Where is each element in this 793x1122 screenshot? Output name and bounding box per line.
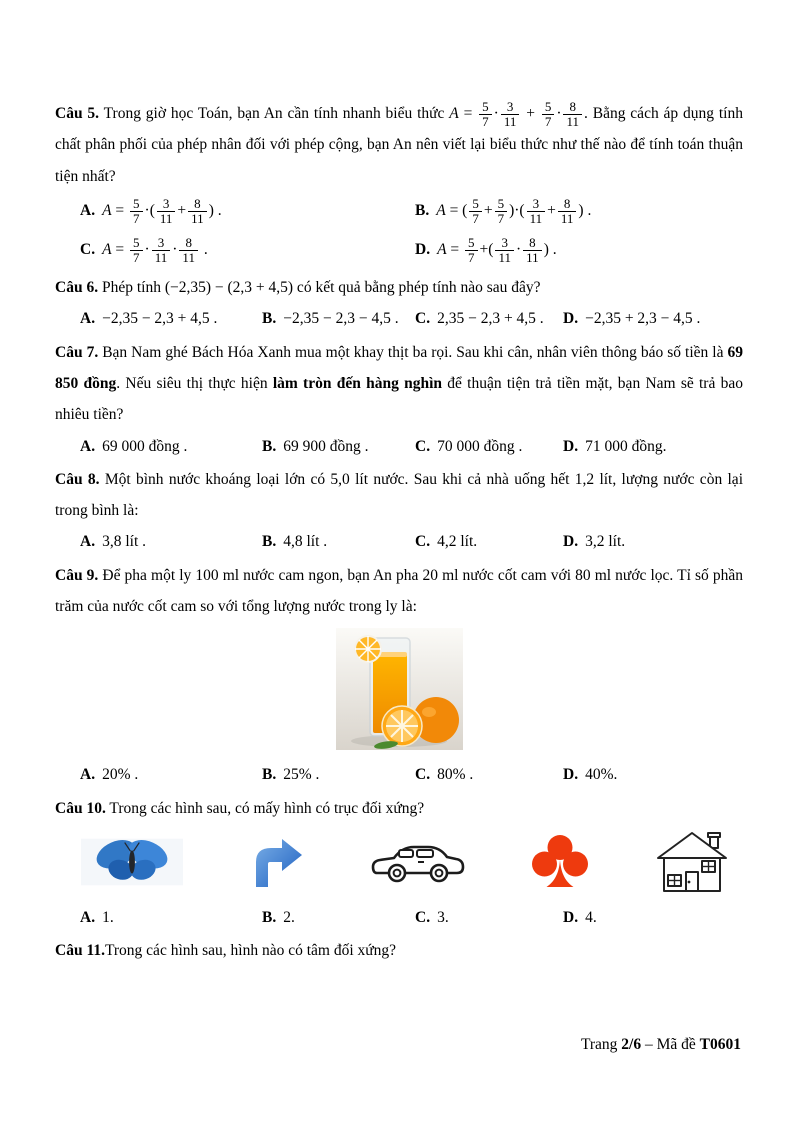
- option-value: 80% .: [437, 766, 474, 784]
- option-6-c: [415, 303, 563, 334]
- option-key: C.: [80, 241, 96, 259]
- option-8-d: [563, 526, 743, 557]
- question-10-stem: Câu 10. Trong các hình sau, có mấy hình có trục đối xứng?: [55, 799, 425, 817]
- option-value: 2,35 − 2,3 + 4,5 .: [437, 310, 544, 328]
- option-8-c: [415, 526, 563, 557]
- option-key: B.: [262, 310, 277, 328]
- option-key: B.: [262, 908, 277, 926]
- option-9-a: [80, 759, 262, 790]
- option-9-b: [262, 759, 415, 790]
- option-value: A = $\frac{5}{7}$ · $\frac{3}{11}$ · $\frac{8}{11}$ .: [102, 234, 208, 265]
- question-9-options: [55, 759, 743, 790]
- option-value: A = $\frac{5}{7}$ +( $\frac{3}{11}$ · $\frac{8}{11}$ ) .: [437, 234, 557, 265]
- option-key: B.: [415, 201, 430, 219]
- option-value: 3,2 lít.: [585, 533, 626, 551]
- option-value: 1.: [102, 908, 114, 926]
- option-9-c: [415, 759, 563, 790]
- question-5-options-row2: [55, 231, 743, 270]
- option-value: −2,35 − 2,3 + 4,5 .: [102, 310, 218, 328]
- option-key: A.: [80, 533, 96, 551]
- option-value: −2,35 + 2,3 − 4,5 .: [585, 310, 701, 328]
- option-value: 40%.: [585, 766, 618, 784]
- option-key: B.: [262, 437, 277, 455]
- option-key: A.: [80, 201, 96, 219]
- option-7-b: [262, 431, 415, 462]
- option-6-b: [262, 303, 415, 334]
- option-7-c: [415, 431, 563, 462]
- question-9: [55, 560, 743, 791]
- butterfly-image: [81, 838, 183, 886]
- option-key: A.: [80, 437, 96, 455]
- option-key: C.: [415, 437, 431, 455]
- question-7-options: [55, 431, 743, 462]
- option-10-a: [80, 902, 262, 933]
- question-11: [55, 935, 743, 966]
- question-10-figures: [55, 824, 743, 902]
- option-key: A.: [80, 908, 96, 926]
- option-10-b: [262, 902, 415, 933]
- option-key: D.: [563, 310, 579, 328]
- option-key: D.: [563, 908, 579, 926]
- option-key: D.: [415, 241, 431, 259]
- option-key: C.: [415, 908, 431, 926]
- option-8-a: [80, 526, 262, 557]
- option-key: D.: [563, 533, 579, 551]
- option-value: 25% .: [283, 766, 320, 784]
- option-5-b: [415, 192, 743, 231]
- option-10-c: [415, 902, 563, 933]
- option-value: 71 000 đồng.: [585, 437, 667, 455]
- option-value: 4.: [585, 908, 597, 926]
- question-11-stem: Câu 11.Trong các hình sau, hình nào có tâm đối xứng?: [55, 942, 397, 960]
- question-6-options: [55, 303, 743, 334]
- option-6-d: [563, 303, 743, 334]
- question-5-options-row1: [55, 192, 743, 231]
- question-6-stem: Câu 6. Phép tính (−2,35) − (2,3 + 4,5) có kết quả bằng phép tính nào sau đây?: [55, 279, 541, 297]
- question-9-stem: Câu 9. Để pha một ly 100 ml nước cam ngon, bạn An pha 20 ml nước cốt cam với 80 ml nước lọc. Tỉ số phần trăm của nước cốt cam so với tổng lượng nước trong ly là:: [55, 566, 743, 615]
- question-9-figure: [55, 628, 743, 755]
- option-value: A = $\frac{5}{7}$ ·( $\frac{3}{11}$ + $\frac{8}{11}$ ) .: [102, 195, 222, 226]
- option-key: B.: [262, 533, 277, 551]
- question-7: [55, 337, 743, 462]
- option-9-d: [563, 759, 743, 790]
- option-5-c: [80, 231, 415, 270]
- house-image: [655, 830, 729, 894]
- option-key: D.: [563, 437, 579, 455]
- option-value: 3.: [437, 908, 449, 926]
- question-5: [55, 98, 743, 270]
- page-footer: Trang 2/6 – Mã đề T0601: [580, 1036, 741, 1053]
- option-key: A.: [80, 310, 96, 328]
- turn-right-arrow-image: [249, 837, 305, 887]
- car-image: [371, 840, 465, 884]
- option-6-a: [80, 303, 262, 334]
- option-10-d: [563, 902, 743, 933]
- option-key: A.: [80, 766, 96, 784]
- option-key: D.: [563, 766, 579, 784]
- option-value: 4,2 lít.: [437, 533, 478, 551]
- option-value: −2,35 − 2,3 − 4,5 .: [283, 310, 399, 328]
- question-8-stem: Câu 8. Một bình nước khoáng loại lớn có 5,0 lít nước. Sau khi cả nhà uống hết 1,2 lít, lượng nước còn lại trong bình là:: [55, 470, 743, 520]
- option-key: C.: [415, 766, 431, 784]
- question-10: [55, 793, 743, 934]
- option-key: C.: [415, 533, 431, 551]
- option-value: 69 000 đồng .: [102, 437, 188, 455]
- option-7-d: [563, 431, 743, 462]
- question-7-stem: Câu 7. Bạn Nam ghé Bách Hóa Xanh mua một khay thịt ba rọi. Sau khi cân, nhân viên thông báo số tiền là 69 850 đồng. Nếu siêu thị thực hiện làm tròn đến hàng nghìn để thuận tiện trả tiền mặt, bạn Nam sẽ trả bao nhiêu tiền?: [55, 343, 743, 424]
- option-5-d: [415, 231, 743, 270]
- option-value: 70 000 đồng .: [437, 437, 523, 455]
- question-10-options: [55, 902, 743, 933]
- option-value: 4,8 lít .: [283, 533, 328, 551]
- question-8: [55, 464, 743, 558]
- question-5-stem: Câu 5. Trong giờ học Toán, bạn An cần tính nhanh biểu thức A = $\frac{5}{7}$ · $\frac{3}{11}$ + $\frac{5}{7}$ · $\frac{8}{11}$ . Bằng cách áp dụng tính chất phân phối của phép nhân đối với phép cộng, bạn An nên viết lại biểu thức như thế nào để tính toán thuận tiện nhất?: [55, 98, 743, 185]
- option-8-b: [262, 526, 415, 557]
- option-value: 2.: [283, 908, 295, 926]
- option-5-a: [80, 192, 415, 231]
- orange-juice-image: [336, 628, 463, 750]
- question-6: [55, 272, 743, 335]
- option-value: 3,8 lít .: [102, 533, 146, 551]
- option-key: C.: [415, 310, 431, 328]
- question-8-options: [55, 526, 743, 557]
- option-value: A = ( $\frac{5}{7}$ + $\frac{5}{7}$ )·( $\frac{3}{11}$ + $\frac{8}{11}$ ) .: [436, 195, 592, 226]
- option-value: 69 900 đồng .: [283, 437, 369, 455]
- club-image: [531, 834, 589, 890]
- option-7-a: [80, 431, 262, 462]
- option-value: 20% .: [102, 766, 139, 784]
- option-key: B.: [262, 766, 277, 784]
